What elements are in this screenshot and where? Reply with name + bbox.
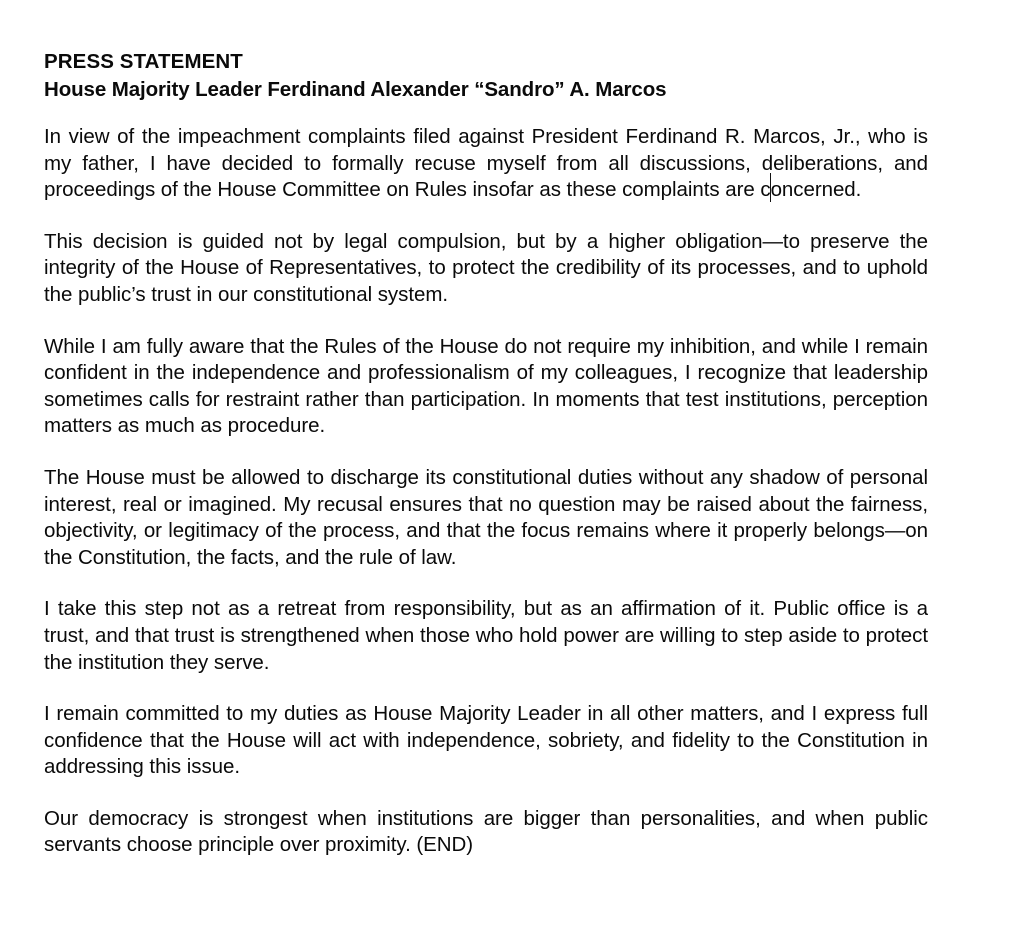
paragraph-house-duties[interactable]: The House must be allowed to discharge its constitutional duties without any shadow of personal interest, real or imagined. My recusal ensures that no question may be raised about the fairness, objectivity, or legitimacy of the process, and that the focus remains where it properly belongs—on the Constitution, the facts, and the rule of law. [44,465,928,569]
document-heading [44,48,928,104]
page-title: PRESS STATEMENT [44,50,243,73]
page-subtitle: House Majority Leader Ferdinand Alexander “Sandro” A. Marcos [44,78,667,101]
paragraph-rules-awareness[interactable]: While I am fully aware that the Rules of the House do not require my inhibition, and while I remain confident in the independence and professionalism of my colleagues, I recognize that leadership sometimes calls for restraint rather than participation. In moments that test institutions, perception matters as much as procedure. [44,334,928,438]
paragraph-affirmation[interactable]: I take this step not as a retreat from responsibility, but as an affirmation of it. Public office is a trust, and that trust is strengthened when those who hold power are willing to step aside to protect the institution they serve. [44,597,928,674]
paragraph-continued-commitment[interactable]: I remain committed to my duties as House Majority Leader in all other matters, and I express full confidence that the House will act with independence, sobriety, and fidelity to the Constitution in addressing this issue. [44,702,928,779]
paragraph-text-before-caret: In view of the impeachment complaints filed against President Ferdinand R. Marcos, Jr., who is my father, I have decided to formally recuse myself from all discussions, deliberations, and proceedings of the House Committee on Rules insofar as these complaints are c [44,125,928,202]
paragraph-guiding-principle[interactable]: This decision is guided not by legal compulsion, but by a higher obligation—to preserve the integrity of the House of Representatives, to protect the credibility of its processes, and to uphold the public’s trust in our constitutional system. [44,229,928,306]
paragraph-recusal-announcement[interactable] [44,124,928,204]
paragraph-text-after-caret: oncerned. [770,178,862,202]
paragraph-closing[interactable]: Our democracy is strongest when institutions are bigger than personalities, and when public servants choose principle over proximity. (END) [44,806,928,857]
document-body[interactable] [44,124,928,859]
